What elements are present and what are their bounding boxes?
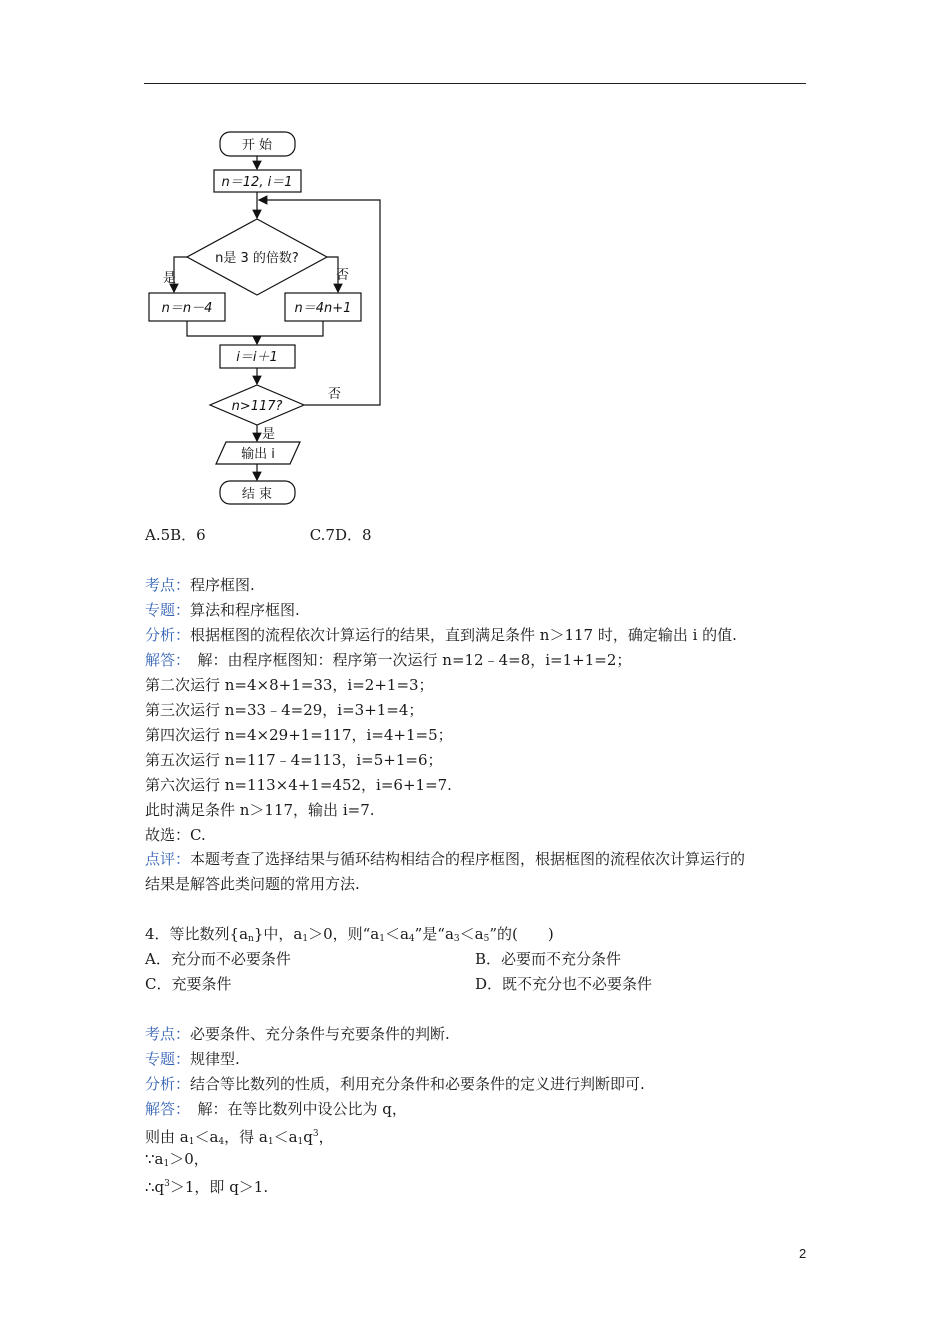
q3-fenxi-text: 根据框图的流程依次计算运行的结果，直到满足条件 n＞117 时，确定输出 i 的值. (190, 626, 737, 644)
q4-stem (145, 924, 554, 949)
yes1-label: 是 (162, 271, 176, 286)
q3-zhuanti (145, 600, 300, 620)
q4-stem-sub: 1 (379, 934, 385, 944)
q4-stem-part: ”是“a (414, 925, 454, 943)
q4-step-sub: 1 (163, 1159, 170, 1169)
no1-label: 否 (336, 268, 350, 283)
q4-step-sub: 1 (267, 1137, 274, 1147)
end-label: 结 束 (241, 487, 273, 502)
q3-options (145, 525, 372, 545)
q4-kaodian-text: 必要条件、充分条件与充要条件的判断. (190, 1025, 450, 1043)
q3-options-cd: C.7D．8 (309, 526, 372, 544)
output-label: 输出 i (241, 447, 275, 462)
left-box-label: n＝n－4 (161, 301, 213, 316)
right-box-label: n＝4n+1 (294, 301, 352, 316)
q4-stem-sub: 1 (302, 934, 309, 944)
cond2-label: n>117? (231, 399, 283, 414)
q4-step-part: q (303, 1128, 313, 1146)
yes2-label: 是 (262, 427, 276, 442)
q3-options-ab: A.5B．6 (145, 526, 206, 544)
flowchart-svg (140, 125, 400, 510)
q4-fenxi-label: 分析： (145, 1075, 191, 1093)
q3-fenxi (145, 625, 737, 645)
q3-zhuanti-text: 算法和程序框图. (190, 601, 300, 619)
q3-dianping-cont: 结果是解答此类问题的常用方法. (145, 875, 360, 893)
q3-fenxi-label: 分析： (145, 626, 191, 644)
q3-dianping-text: 本题考查了选择结果与循环结构相结合的程序框图，根据框图的流程依次计算运行的 (190, 850, 746, 868)
q4-step (145, 1124, 334, 1152)
q4-step-part: ＜a (273, 1128, 298, 1146)
q4-option-c: C．充要条件 (145, 975, 232, 993)
q4-fenxi-text: 结合等比数列的性质，利用充分条件和必要条件的定义进行判断即可. (190, 1075, 645, 1093)
q4-zhuanti-text: 规律型. (190, 1050, 240, 1068)
init-label: n＝12, i＝1 (221, 175, 293, 190)
q3-step: 第二次运行 n=4×8+1=33，i=2+1=3； (145, 676, 434, 694)
q4-step-part: 则由 a (145, 1128, 189, 1146)
q4-stem-part: ＜a (384, 925, 409, 943)
q4-stem-sub: 3 (453, 934, 460, 944)
q3-step: 第三次运行 n=33﹣4=29，i=3+1=4； (145, 701, 424, 719)
q4-stem-part: ＞0，则“a (308, 925, 380, 943)
q4-option-a: A．充分而不必要条件 (145, 950, 291, 968)
q4-stem-sub: n (248, 934, 254, 944)
cond1-label: n是 3 的倍数? (215, 251, 299, 266)
q3-dianping (145, 849, 745, 869)
q4-stem-sub: 5 (483, 934, 490, 944)
q3-dianping-label: 点评： (145, 850, 191, 868)
start-label: 开 始 (241, 138, 273, 153)
page-number: 2 (799, 1246, 807, 1261)
q3-step: 故选：C. (145, 826, 206, 844)
q4-jieda-text: 解：在等比数列中设公比为 q， (182, 1100, 407, 1118)
q4-kaodian (145, 1024, 450, 1044)
q4-step-part: ＞1，即 q＞1. (169, 1178, 269, 1196)
q4-stem-part: ＜a (459, 925, 484, 943)
q4-step-sub: 4 (218, 1137, 225, 1147)
q3-kaodian-text: 程序框图. (190, 576, 255, 594)
q3-kaodian (145, 575, 255, 595)
q4-stem-part: ”的( ) (489, 925, 554, 943)
no2-label: 否 (328, 387, 342, 402)
q3-jieda-text: 解：由程序框图知：程序第一次运行 n=12﹣4=8，i=1+1=2； (182, 651, 632, 669)
q4-step-part: ＞0， (169, 1150, 209, 1168)
q3-step: 此时满足条件 n＞117，输出 i=7. (145, 801, 375, 819)
q4-step-part: ∵a (145, 1150, 164, 1168)
q4-step (145, 1174, 268, 1197)
header-rule (144, 83, 806, 84)
q3-step: 第六次运行 n=113×4+1=452，i=6+1=7. (145, 776, 452, 794)
flowchart (140, 125, 400, 510)
q4-option-d: D．既不充分也不必要条件 (475, 975, 653, 993)
q4-step-part: ， (318, 1128, 334, 1146)
q4-zhuanti-label: 专题： (145, 1050, 191, 1068)
incr-label: i＝i＋1 (236, 350, 278, 365)
q4-stem-part: 4．等比数列{a (145, 925, 249, 943)
q4-step-sup: 3 (312, 1129, 319, 1139)
q3-jieda (145, 650, 631, 670)
q4-step-part: ∴q (145, 1178, 165, 1196)
q4-fenxi (145, 1074, 645, 1094)
q3-step: 第五次运行 n=117﹣4=113，i=5+1=6； (145, 751, 443, 769)
q4-step-part: ，得 a (224, 1128, 268, 1146)
q4-jieda-label: 解答： (145, 1100, 183, 1118)
q4-zhuanti (145, 1049, 240, 1069)
q4-jieda (145, 1099, 407, 1119)
q4-step-sup: 3 (164, 1179, 170, 1189)
q4-kaodian-label: 考点： (145, 1025, 191, 1043)
q4-step-part: ＜a (194, 1128, 219, 1146)
q3-kaodian-label: 考点： (145, 576, 191, 594)
q4-option-b: B．必要而不充分条件 (475, 950, 622, 968)
q3-zhuanti-label: 专题： (145, 601, 191, 619)
q4-step (145, 1149, 209, 1174)
q3-jieda-label: 解答： (145, 651, 183, 669)
q3-step: 第四次运行 n=4×29+1=117，i=4+1=5； (145, 726, 453, 744)
q4-stem-sub: 4 (408, 934, 415, 944)
q4-step-sub: 1 (297, 1137, 304, 1147)
q4-step-sub: 1 (188, 1137, 195, 1147)
q4-stem-part: }中，a (253, 925, 303, 943)
